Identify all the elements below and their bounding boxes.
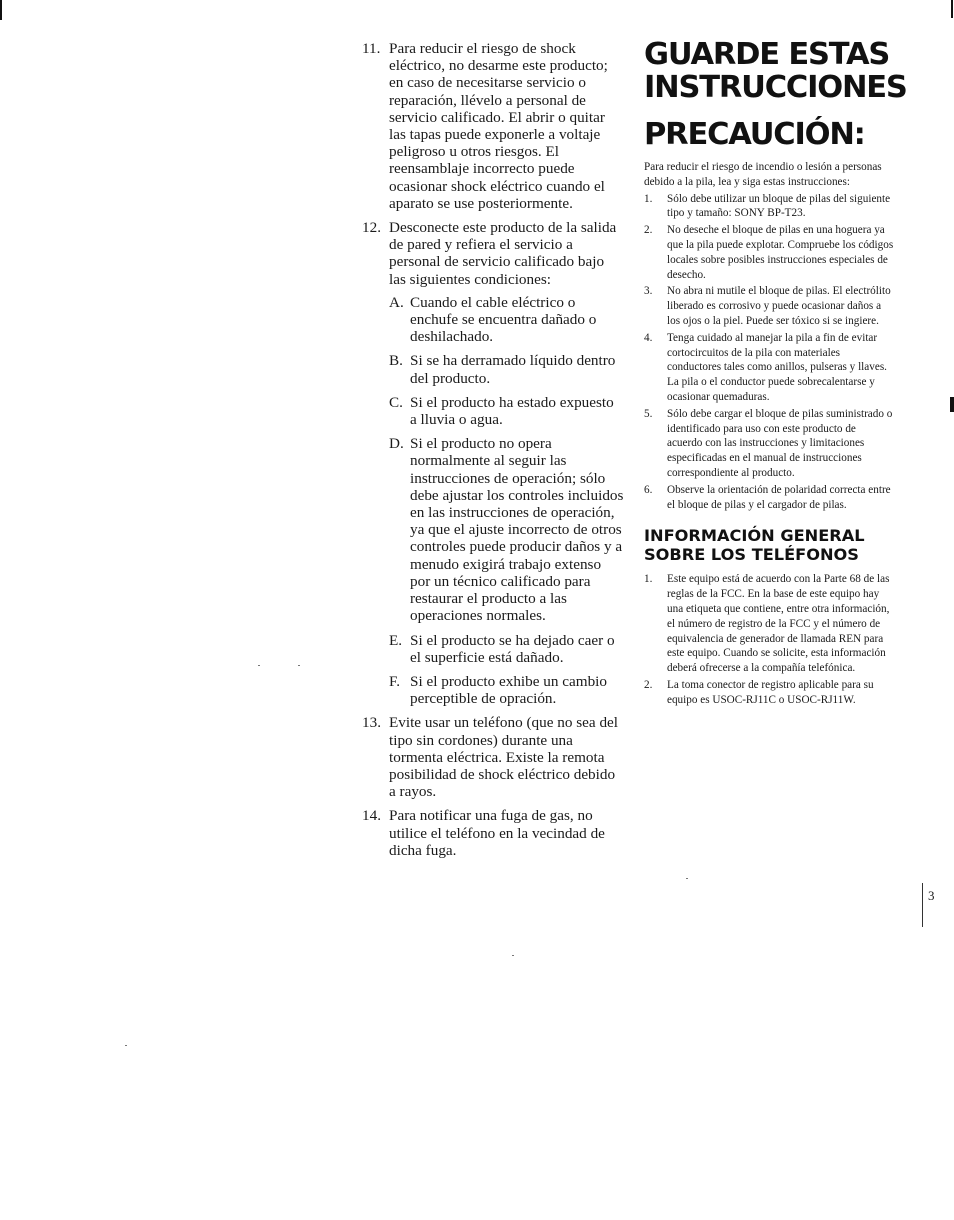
item-text: Sólo debe utilizar un bloque de pilas del siguiente tipo y tamaño: SONY BP-T23. — [667, 192, 891, 220]
list-item — [644, 223, 894, 282]
item-number: 13. — [362, 714, 381, 732]
item-number: 4. — [644, 331, 653, 344]
sub-text: Si el producto ha estado expuesto a lluvia o agua. — [410, 393, 614, 429]
item-number: 14. — [362, 807, 381, 825]
item-text: No deseche el bloque de pilas en una hoguera ya que la pila puede explotar. Compruebe los códigos locales sobre posibles instrucciones especiales de desecho. — [667, 224, 894, 281]
sub-text: Si el producto se ha dejado caer o el superficie está dañado. — [410, 631, 615, 666]
list-item — [362, 219, 624, 707]
sub-letter: D. — [389, 435, 404, 453]
item-number: 6. — [644, 483, 653, 496]
right-edge-line — [951, 0, 953, 18]
sub-letter: F. — [389, 672, 401, 690]
sub-list — [389, 294, 624, 707]
precaution-list — [644, 192, 894, 513]
general-info-list — [644, 572, 894, 707]
heading-line: SOBRE LOS TELÉFONOS — [644, 545, 859, 565]
page-number-rule — [922, 883, 923, 927]
list-item — [644, 678, 894, 708]
sub-letter: B. — [389, 352, 403, 370]
sub-text: Si el producto no opera normalmente al seguir las instrucciones de operación; sólo debe ajustar los controles incluidos en las instrucciones de operación, ya que el ajuste incorrecto de otros controles puede producir daños y a menudo exigirá trabajo extenso por un técnico calificado para restaurar el producto a las operaciones normales. — [410, 435, 624, 625]
sub-text: Cuando el cable eléctrico o enchufe se encuentra dañado o deshilachado. — [410, 293, 597, 346]
edge-tab-mark — [950, 397, 954, 412]
list-item — [644, 572, 894, 676]
scan-speck — [512, 955, 514, 956]
list-item — [644, 192, 894, 222]
item-number: 11. — [362, 40, 381, 57]
item-number: 2. — [644, 678, 653, 691]
heading-line: GUARDE ESTAS — [644, 37, 890, 72]
sub-text: Si se ha derramado líquido dentro del producto. — [410, 352, 616, 387]
sub-item — [389, 394, 624, 428]
item-text: No abra ni mutile el bloque de pilas. El electrólito liberado es corrosivo y puede ocasionar daños a los ojos o la piel. Puede ser tóxico si se ingiere. — [667, 285, 891, 327]
item-text: Evite usar un teléfono (que no sea del tipo sin cordones) durante una tormenta eléctrica. Existe la remota posibilidad de shock eléctrico debido a rayos. — [389, 714, 618, 801]
sub-item — [389, 294, 624, 346]
list-item — [362, 40, 624, 212]
heading-line: INSTRUCCIONES — [644, 70, 907, 105]
sub-text: Si el producto exhibe un cambio perceptible de opración. — [410, 672, 607, 708]
list-item — [644, 407, 894, 481]
item-text: Desconecte este producto de la salida de pared y refiera el servicio a personal de servicio calificado bajo las siguientes condiciones: — [389, 219, 617, 288]
item-text: Para notificar una fuga de gas, no utilice el teléfono en la vecindad de dicha fuga. — [389, 807, 605, 859]
sub-letter: A. — [389, 293, 404, 311]
item-number: 3. — [644, 285, 653, 298]
list-item — [362, 807, 624, 859]
sub-letter: E. — [389, 631, 403, 649]
precaution-intro: Para reducir el riesgo de incendio o lesión a personas debido a la pila, lea y siga estas instrucciones: — [644, 161, 882, 188]
list-item — [644, 331, 894, 405]
list-item — [644, 483, 894, 513]
item-number: 1. — [644, 192, 653, 205]
page-number: 3 — [928, 888, 935, 903]
item-number: 2. — [644, 224, 653, 237]
left-edge-line — [0, 0, 2, 20]
item-number: 1. — [644, 573, 653, 586]
item-number: 5. — [644, 407, 653, 420]
item-number: 12. — [362, 219, 381, 237]
scan-speck — [258, 665, 260, 666]
right-column — [644, 37, 907, 710]
save-instructions-heading — [644, 37, 907, 105]
scan-speck — [125, 1045, 127, 1046]
heading-line: INFORMACIÓN GENERAL — [644, 526, 865, 546]
list-item — [362, 714, 624, 800]
left-column — [362, 40, 624, 866]
item-text: Sólo debe cargar el bloque de pilas suministrado o identificado para uso con este producto de acuerdo con las instrucciones y limitaciones especificadas en el manual de instrucciones correspondiente al producto. — [667, 407, 893, 479]
item-text: Tenga cuidado al manejar la pila a fin de evitar cortocircuitos de la pila con materiales conductores tales como anillos, pulseras y llaves. La pila o el conductor puede sobrecalentarse y ocasionar quemaduras. — [667, 331, 887, 403]
item-text: La toma conector de registro aplicable para su equipo es USOC-RJ11C o USOC-RJ11W. — [667, 678, 874, 706]
item-text: Para reducir el riesgo de shock eléctrico, no desarme este producto; en caso de necesitarse servicio o reparación, llévelo a personal de servicio calificado. El abrir o quitar las tapas puede exponerle a voltaje peligroso u otros riesgos. El reensamblaje incorrecto puede ocasionar shock eléctrico cuando el aparato se use posteriormente. — [389, 40, 608, 212]
sub-item — [389, 435, 624, 624]
sub-letter: C. — [389, 393, 403, 411]
scan-speck — [298, 665, 300, 666]
item-text: Este equipo está de acuerdo con la Parte 68 de las reglas de la FCC. En la base de este equipo hay una etiqueta que contiene, entre otra información, el número de registro de la FCC y el número de equivalencia de generador de llamada REN para este equipo. Cuando se solicite, esta información deberá ofrecerse a la compañía telefónica. — [667, 573, 890, 675]
scan-speck — [686, 878, 688, 879]
sub-item — [389, 632, 624, 666]
general-info-heading — [644, 526, 894, 564]
precaution-heading: PRECAUCIÓN: — [644, 117, 865, 152]
sub-item — [389, 352, 624, 386]
list-item — [644, 284, 894, 328]
sub-item — [389, 673, 624, 707]
item-text: Observe la orientación de polaridad correcta entre el bloque de pilas y el cargador de pilas. — [667, 483, 891, 511]
